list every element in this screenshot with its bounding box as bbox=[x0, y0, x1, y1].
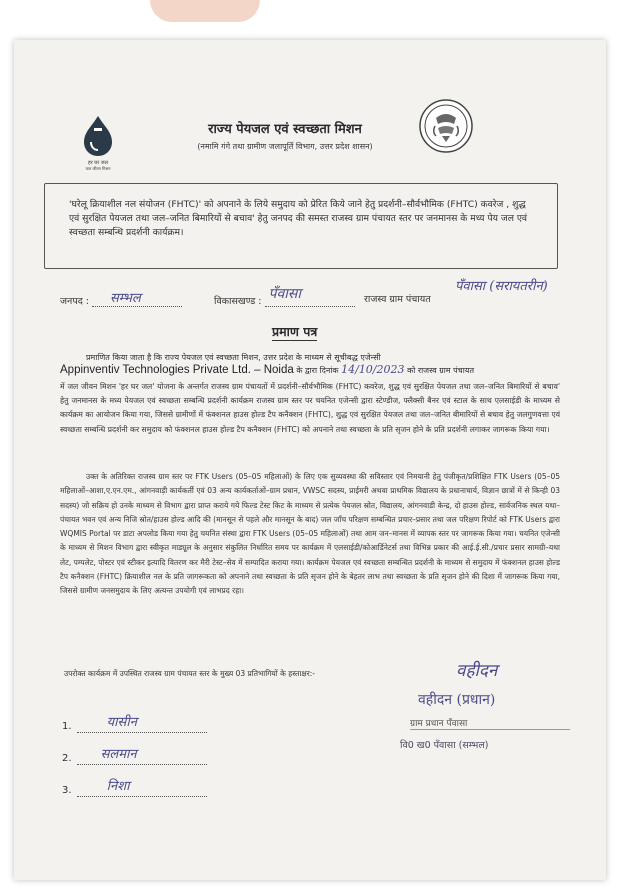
agency-line bbox=[60, 363, 572, 376]
signatory-3 bbox=[62, 778, 207, 797]
subject-box bbox=[44, 183, 558, 269]
up-government-emblem bbox=[418, 98, 474, 154]
panchayat-label: राजस्व ग्राम पंचायत bbox=[364, 294, 431, 305]
signatory-1 bbox=[62, 714, 207, 733]
signatory-signature: निशा bbox=[106, 779, 130, 794]
signatory-signature: यासीन bbox=[106, 715, 137, 730]
svg-text:जल जीवन मिशन: जल जीवन मिशन bbox=[85, 166, 111, 171]
event-date: 14/10/2023 bbox=[341, 363, 405, 376]
subject-text: 'घरेलू क्रियाशील नल संयोजन (FHTC)' को अपनाने के लिये समुदाय को प्रेरित किये जाने हेतु प्रदर्शनी–सौर्वभौमिक (FHTC) कवरेज , शुद्ध एवं सुरक्षित पेयजल तथा जल–जनित बिमारियों से बचाव' हेतु जनपद की समस्त राजस्व ग्राम पंचायत स्तर पर जनमानस के मध्य पेय जल एवं स्वच्छता सम्बन्धि प्रदर्शनी कार्यक्रम। bbox=[69, 199, 528, 238]
district-label: जनपद : bbox=[60, 296, 89, 307]
agency-suffix: के द्वारा दिनांक bbox=[296, 366, 339, 375]
signatory-signature: सलमान bbox=[100, 747, 137, 762]
panchayat-value: पँवासा (सरायतरीन) bbox=[455, 279, 548, 294]
finger-edge bbox=[150, 0, 260, 22]
paragraph-2: उक्त के अतिरिक्त राजस्व ग्राम स्तर पर FTK Users (05–05 महिलाओं) के लिए एक सुव्यवस्था की सविस्तार एवं निमयानी हेतु पंजीकृत/प्रशिक्षित FTK Users (05–05 महिलाओं–आशा,ए.एन.एम., आंगनवाड़ी कार्यकर्ती एवं 03 अन्य कार्यकर्ताओं–ग्राम प्रधान, VWSC सदस्य, प्राईमरी अथवा प्राथमिक विद्यालय के प्रधानाचार्य, विज्ञान छात्रों में से किन्ही 03 सदस्य) जो सक्रिय हो उनके माध्यम से विभाग द्वारा प्राप्त कराये गये फिल्ड टेस्ट किट के माध्यम से प्रत्येक पेयजल स्रोत, विद्यालय, आंगनवाडी केन्द्र, दो हाउस होल्ड, सार्वजनिक स्थल यथा–पंचायत भवन एवं अन्य निजि स्रोत/हाउस होल्ड आदि की (मानसून से पहले और मानसून के बाद) जल जाँच परिक्षण सम्बन्धित प्रचार–प्रसार तथा जल परिक्षण रिपोर्ट को FTK Users द्वारा WQMIS Portal पर डाटा अपलोड किया गया हेतु चयनित संस्था द्वारा FTK Users (05–05 महिलाओं) तथा आम जन–मानस में व्यापक स्तर पर जागरूक किया गया। चयनित एजेन्सी के माध्यम से मिशन विभाग द्वारा स्वीकृत माड्यूल के अनुसार संकुलित निर्धारित समय पर कार्यक्रम में एलसाईडी/कोआर्डिनेटर्स तथा विभिन्न प्रकार की आई.ई.सी./प्रचार प्रसार सामग्री–यथा लेट, पम्पलेट, पोस्टर एवं स्टीकर इत्यादि वितरण कर मैरी टेस्ट–सेव में सम्पादित कराया गया। कार्यक्रम पेयजल एवं स्वच्छता सम्बन्धित प्रदर्शनी के माध्यम से समुदाय में फंक्शनल हाउस होल्ड टैप कनैक्शन (FHTC) क्रियाशील नल के प्रति जागरूकता को अपनाने तथा स्वच्छता के प्रति सृजन होने के बेहतर लाभ तथा स्वच्छता के प्रति सृजन होने की दिशा में जागरूक किया गया, जिससे ग्रामीण जनसमुदाय के लिए अत्यन्त उपयोगी एवं लाभप्रद रहा। bbox=[60, 472, 560, 596]
panchayat-field bbox=[364, 292, 431, 305]
district-field bbox=[60, 292, 182, 307]
certificate-intro: प्रमाणित किया जाता है कि राज्य पेयजल एवं स्वच्छता मिशन, उत्तर प्रदेश के माध्यम से सूचीबद्ध एजेन्सी bbox=[86, 353, 381, 362]
block-label: विकासखण्ड : bbox=[214, 296, 262, 307]
pradhan-signature: वहीदन bbox=[456, 661, 498, 681]
signatory-number: 2. bbox=[62, 753, 72, 764]
agency-name: Appinventiv Technologies Private Ltd. – Noida bbox=[60, 364, 294, 376]
certificate-heading: प्रमाण पत्र bbox=[272, 324, 318, 339]
signatory-number: 3. bbox=[62, 785, 72, 796]
block-value: पँवासा bbox=[268, 286, 301, 302]
block-field bbox=[214, 286, 355, 307]
mission-subtitle: (नमामि गंगे तथा ग्रामीण जलापूर्ति विभाग, उत्तर प्रदेश शासन) bbox=[197, 142, 373, 151]
stamp-line-2: वि0 ख0 पँवासा (सम्भल) bbox=[400, 740, 489, 751]
jal-jeevan-mission-logo bbox=[74, 112, 122, 172]
mission-title: राज्य पेयजल एवं स्वच्छता मिशन bbox=[208, 122, 362, 137]
signatories-label: उपरोक्त कार्यक्रम में उपस्थित राजस्व ग्राम पंचायत स्तर के मुख्य 03 प्रतिभागियों के हस्ताक्षर:- bbox=[64, 669, 316, 678]
signatory-2 bbox=[62, 746, 207, 765]
paragraph-1: में जल जीवन मिशन 'हर घर जल' योजना के अन्तर्गत राजस्व ग्राम पंचायतों में प्रदर्शनी–सौर्वभौमिक (FHTC) कवरेज, शुद्ध एवं सुरक्षित पेयजल तथा जल–जनित बिमारियों से बचाव' हेतु जनमानस के मध्य पेयजल एवं स्वच्छता सम्बन्धि प्रदर्शनी कार्यक्रम राजस्व ग्राम स्तर पर चयनित एजेन्सी द्वारा स्टेण्डीज, फ्लैक्सी बैनर एवं स्टाल के साथ एलसाईडी के माध्यम से कार्यक्रम का आयोजन किया गया, जिससे ग्रामीणों में फंक्शनल हाउस होल्ड टैप कनैक्शन (FHTC), शुद्ध एवं सुरक्षित पेयजल तथा जल–जनित बीमारियों से बचाव हेतु जलगुणवत्ता एवं स्वच्छता सम्बन्धि प्रदर्शनी कर समुदाय को फंक्शनल हाउस होल्ड टैप कनैक्शन (FHTC) को अपनाने तथा स्वच्छता के प्रति सृजन होने के प्रति प्रदर्शनी लगाकर जागरूक किया गया। bbox=[60, 382, 560, 434]
pradhan-name: वहीदन (प्रधान) bbox=[418, 692, 496, 708]
date-suffix: को राजस्व ग्राम पंचायत bbox=[407, 366, 475, 375]
stamp-line-1: ग्राम प्रधान पँवासा bbox=[410, 716, 570, 730]
svg-text:हर घर जल: हर घर जल bbox=[88, 160, 108, 166]
district-value: सम्भल bbox=[110, 291, 141, 306]
signatory-number: 1. bbox=[62, 721, 72, 732]
